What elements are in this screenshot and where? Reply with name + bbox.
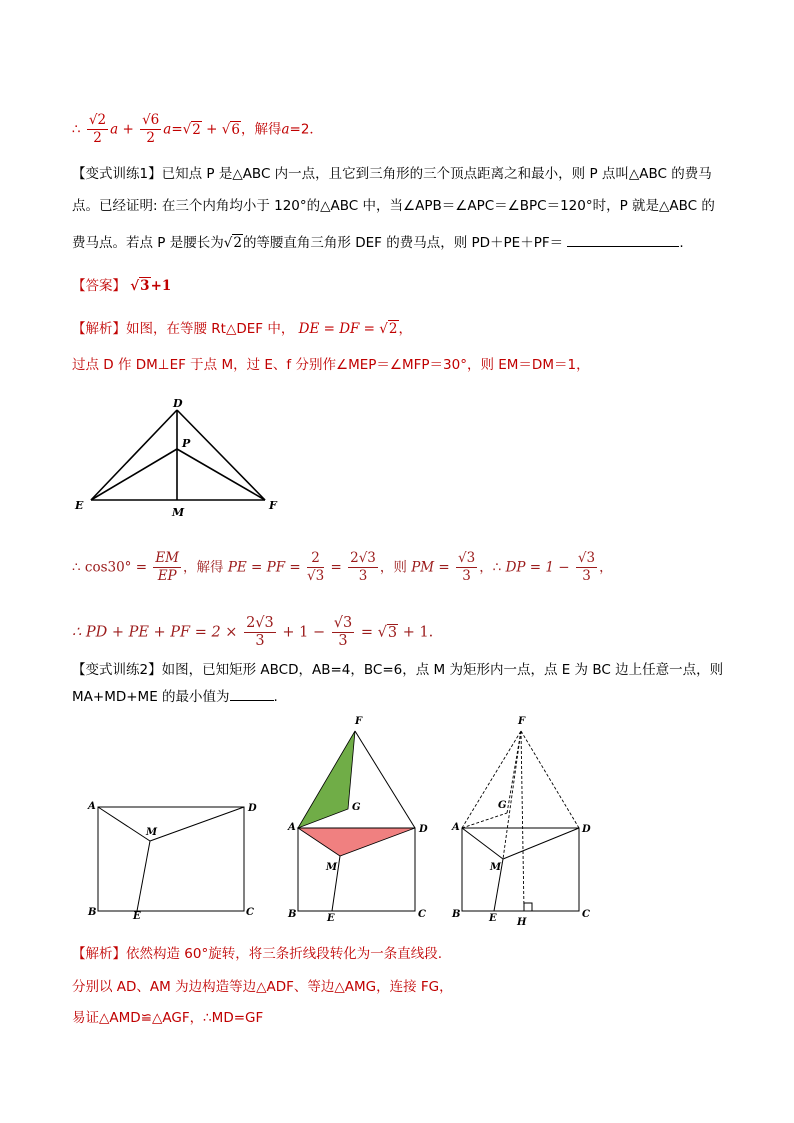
solution-tag: 【解析】	[72, 321, 126, 337]
line-1-equation: ∴ $\frac{√2}{2}$ a + $\frac{√6}{2}$ a=√2 + √6，解得a=2．	[72, 112, 323, 146]
solution-1-line-1: 【解析】如图，在等腰 Rt△DEF 中， DE = DF = √2，	[72, 321, 412, 337]
solution-2-line-3: 易证△AMD≌△AGF，∴MD=GF	[72, 1010, 264, 1026]
variant-2-line-1: 【变式训练2】如图，已知矩形 ABCD，AB=4，BC=6，点 M 为矩形内一点，点 E 为 BC 边上任意一点，则	[72, 662, 724, 678]
figure-triangle-def	[70, 392, 290, 522]
variant-2-tag: 【变式训练2】	[72, 662, 162, 678]
fraction: $\frac{√3}{3}$	[333, 615, 353, 649]
figure-rectangle-abcd	[84, 795, 264, 925]
pink-triangle	[298, 828, 415, 856]
solution-tag: 【解析】	[72, 946, 126, 962]
label-p: P	[182, 437, 191, 450]
fraction: $\frac{2}{√3}$	[307, 550, 325, 584]
label-a: A	[88, 801, 96, 812]
therefore-symbol: ∴	[72, 121, 81, 138]
label-e: E	[327, 913, 335, 924]
calculation-line-2: ∴ PD + PE + PF = 2 × $\frac{2√3}{3}$ + 1 − $\frac{√3}{3}$ = √3 + 1.	[72, 615, 434, 649]
answer-blank[interactable]	[230, 686, 274, 701]
label-b: B	[88, 907, 97, 918]
answer-blank[interactable]	[567, 232, 679, 247]
label-h: H	[517, 917, 527, 928]
variant-1-tag: 【变式训练1】	[72, 166, 162, 182]
label-m: M	[490, 862, 502, 873]
label-d: D	[248, 803, 257, 814]
answer-line: 【答案】 √3+1	[72, 278, 172, 294]
label-a: A	[288, 822, 296, 833]
green-triangle	[298, 731, 355, 828]
label-e: E	[489, 913, 497, 924]
variant-1-line-1: 【变式训练1】已知点 P 是△ABC 内一点，且它到三角形的三个顶点距离之和最小，则 P 点叫△ABC 的费马	[72, 166, 712, 182]
fraction: $\frac{√3}{3}$	[458, 550, 476, 584]
fraction: $\frac{2√3}{3}$	[350, 550, 376, 584]
label-d: D	[419, 824, 428, 835]
figure-dashed-construction	[450, 712, 600, 927]
solution-1-line-2: 过点 D 作 DM⊥EF 于点 M，过 E、f 分别作∠MEP＝∠MFP＝30°，则 EM＝DM＝1，	[72, 357, 590, 373]
fraction: $\frac{2√3}{3}$	[246, 615, 274, 649]
fraction: $\frac{√2}{2}$	[88, 112, 107, 146]
label-b: B	[452, 909, 461, 920]
label-c: C	[246, 907, 254, 918]
label-m: M	[172, 506, 185, 519]
label-m: M	[326, 862, 338, 873]
calculation-line-1: ∴ cos30° = $\frac{EM}{EP}$ ，解得 PE = PF = $\frac{2}{√3}$ = $\frac{2√3}{3}$ ，则 PM = $\frac{√3}{3}$ ，∴ DP = 1 − $\frac{√3}{3}$ ，	[72, 550, 613, 584]
label-e: E	[75, 499, 84, 512]
label-g: G	[352, 802, 361, 813]
label-f: F	[269, 499, 277, 512]
fraction: $\frac{√3}{3}$	[577, 550, 596, 584]
solution-2-line-1: 【解析】依然构造 60°旋转，将三条折线段转化为一条直线段.	[72, 946, 443, 962]
figure-rotation-construction	[284, 712, 434, 927]
label-b: B	[288, 909, 297, 920]
fraction: $\frac{EM}{EP}$	[155, 550, 180, 584]
label-d: D	[173, 397, 183, 410]
label-c: C	[418, 909, 426, 920]
fraction: $\frac{√6}{2}$	[142, 112, 160, 146]
variant-2-line-2: MA+MD+ME 的最小值为 .	[72, 686, 278, 707]
solution-2-line-2: 分别以 AD、AM 为边构造等边△ADF、等边△AMG，连接 FG，	[72, 979, 453, 995]
label-f: F	[518, 716, 526, 727]
answer-tag: 【答案】	[72, 278, 126, 294]
label-c: C	[582, 909, 590, 920]
label-e: E	[133, 911, 141, 922]
variant-1-line-3: 费马点。若点 P 是腰长为√2的等腰直角三角形 DEF 的费马点，则 PD＋PE＋PF＝ .	[72, 232, 684, 253]
label-g: G	[498, 800, 507, 811]
label-a: A	[452, 822, 460, 833]
label-f: F	[355, 716, 363, 727]
label-d: D	[582, 824, 591, 835]
label-m: M	[146, 827, 158, 838]
variant-1-line-2: 点。已经证明: 在三个内角均小于 120°的△ABC 中，当∠APB＝∠APC＝∠BPC＝120°时，P 就是△ABC 的	[72, 198, 715, 214]
